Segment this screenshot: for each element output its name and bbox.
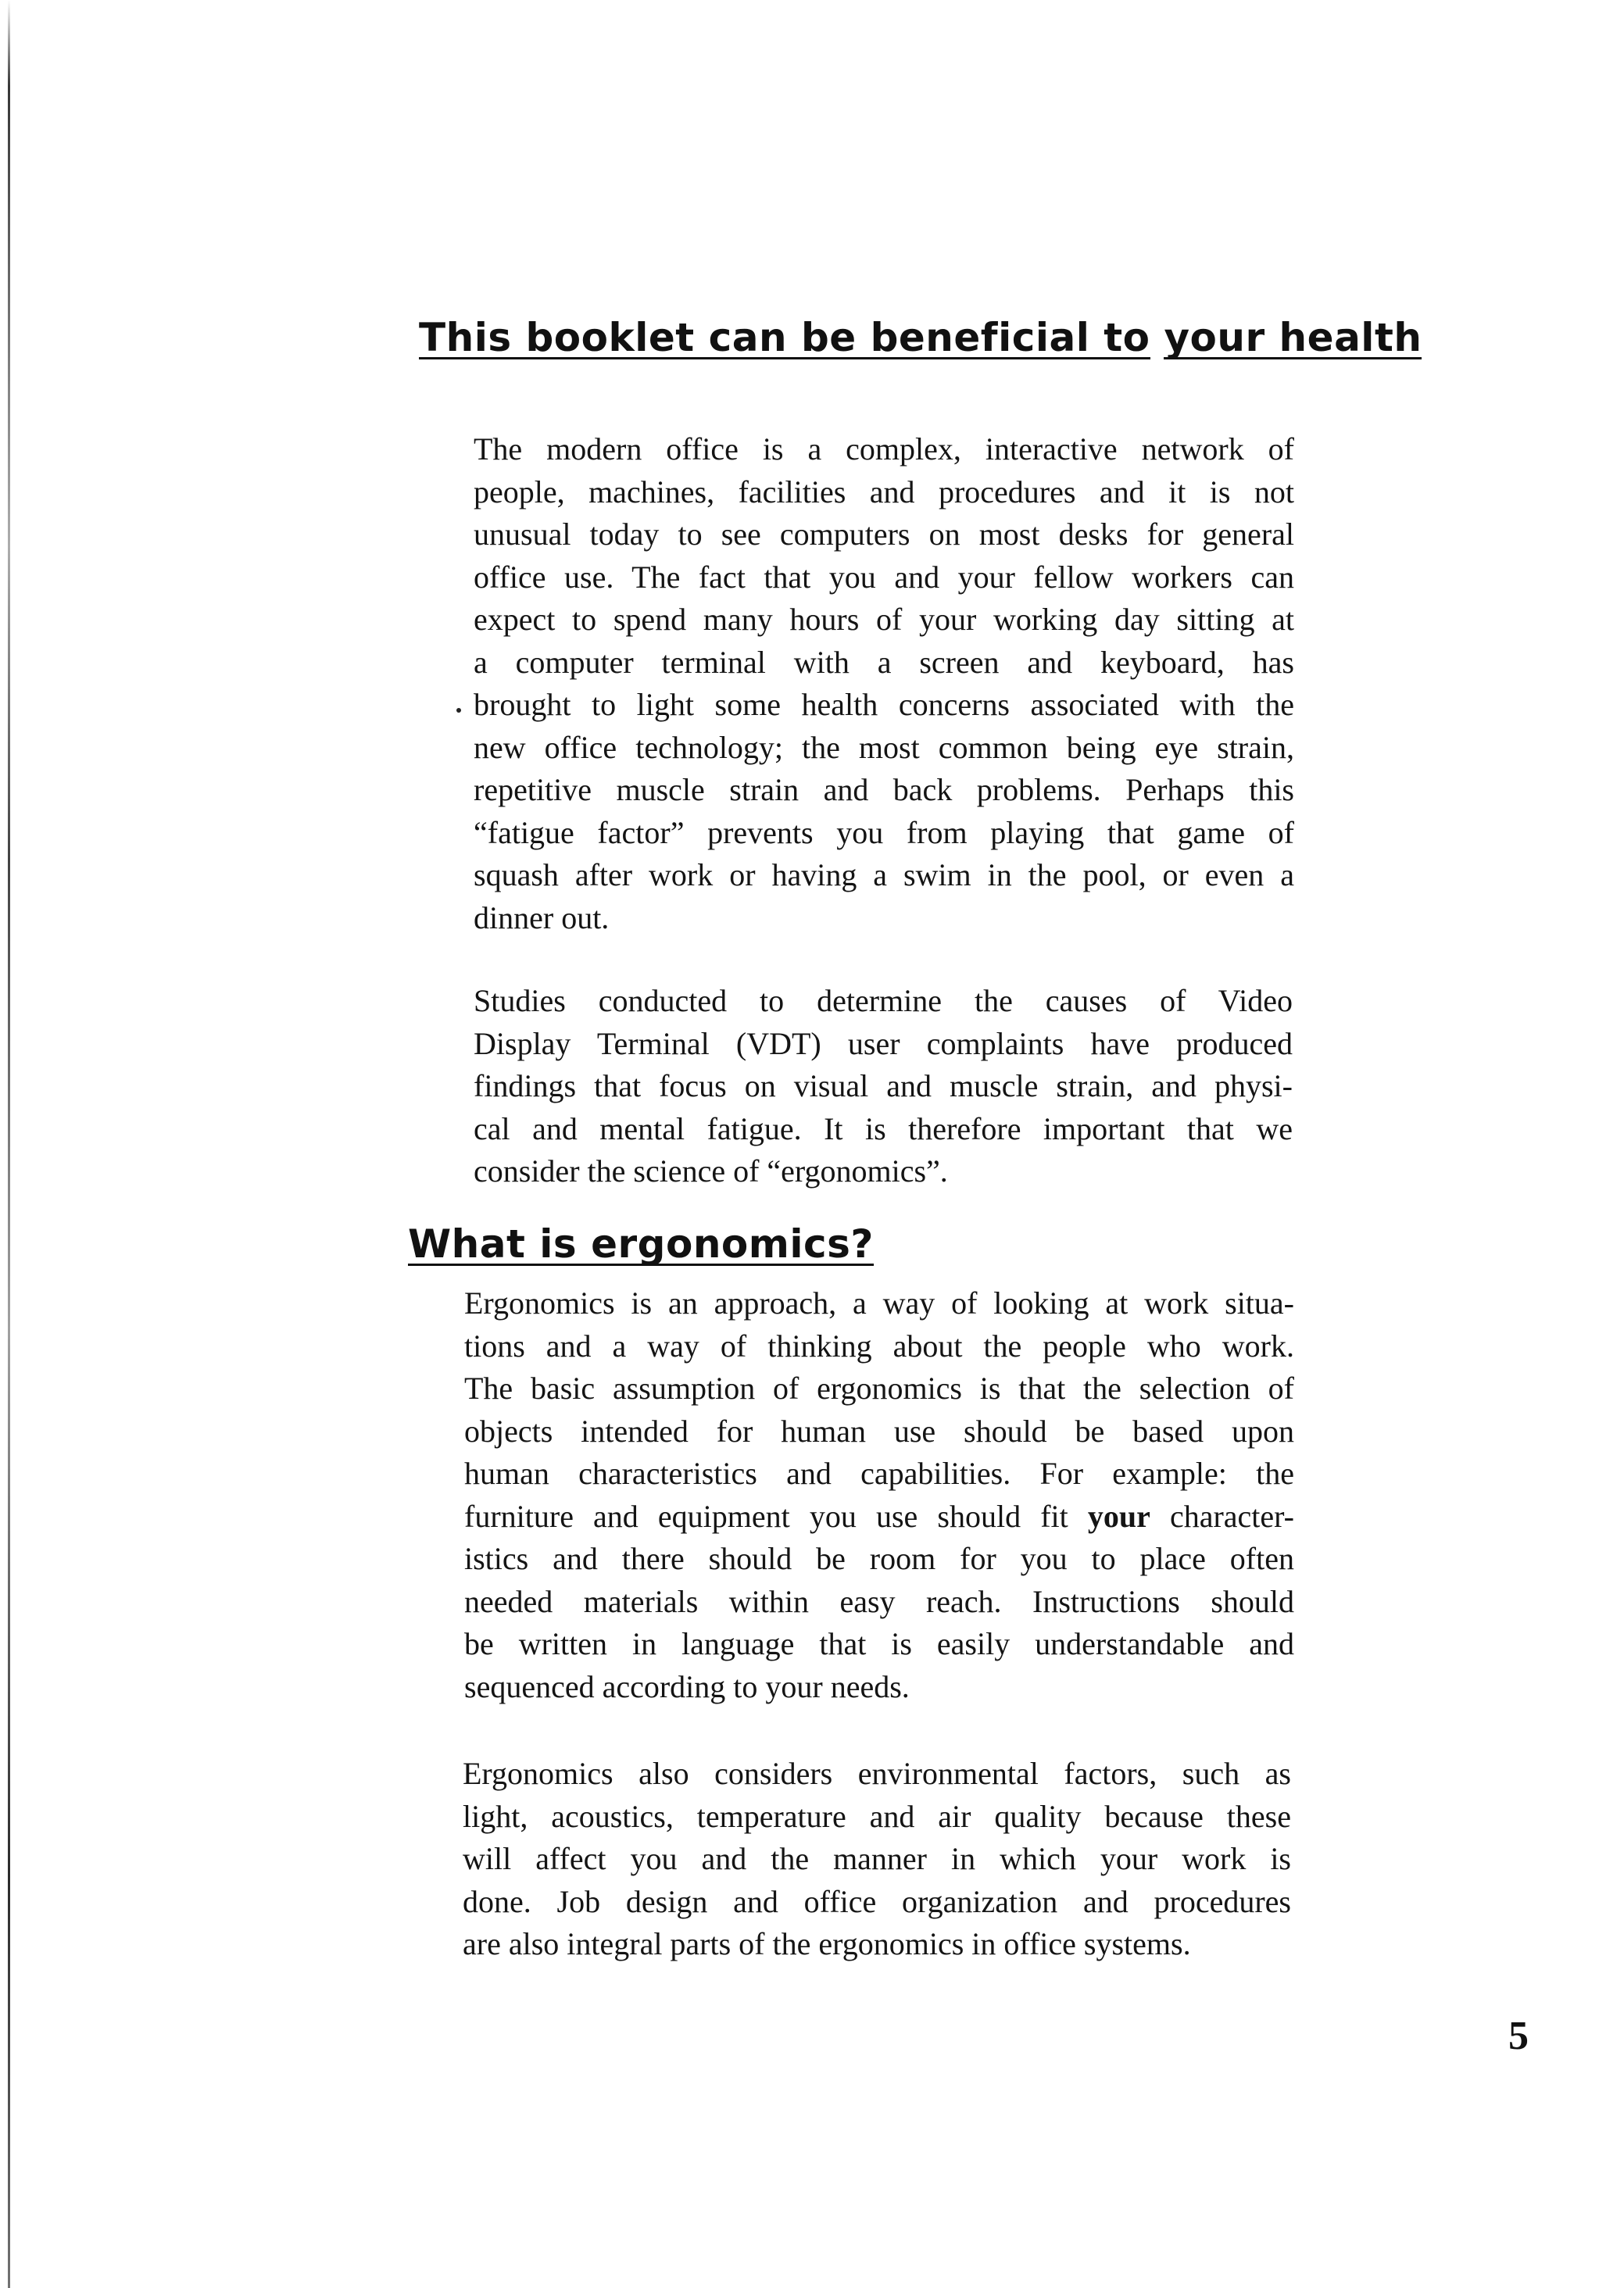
text-line: be written in language that is easily understandable and: [464, 1626, 1294, 1661]
text-line: dinner out.: [474, 899, 610, 935]
text-line: Display Terminal (VDT) user complaints have produced: [474, 1025, 1293, 1061]
paragraph-studies: [474, 980, 1293, 1193]
text-line: will affect you and the manner in which your work is: [463, 1841, 1291, 1876]
text-line: unusual today to see computers on most desks for general: [474, 517, 1294, 552]
text-line: brought to light some health concerns associated with the: [474, 687, 1294, 722]
text-line: people, machines, facilities and procedures and it is not: [474, 474, 1294, 509]
text-line: Studies conducted to determine the causes of Video: [474, 983, 1293, 1018]
text-fragment: character-: [1150, 1498, 1294, 1534]
text-line: new office technology; the most common being eye strain,: [474, 729, 1294, 765]
text-line: repetitive muscle strain and back problems. Perhaps this: [474, 772, 1294, 807]
emphasized-word: your: [1087, 1498, 1150, 1534]
text-line: done. Job design and office organization and procedures: [463, 1883, 1291, 1919]
text-line: needed materials within easy reach. Instructions should: [464, 1583, 1294, 1619]
text-line: office use. The fact that you and your fellow workers can: [474, 559, 1294, 595]
scan-edge-line: [8, 0, 10, 2288]
page-number: 5: [1508, 2014, 1529, 2058]
paragraph-environmental-factors: [463, 1753, 1291, 1966]
text-line: a computer terminal with a screen and keyboard, has: [474, 644, 1294, 680]
text-line: human characteristics and capabilities. For example: the: [464, 1456, 1294, 1491]
section-heading-booklet: [419, 315, 1422, 360]
text-line: objects intended for human use should be based upon: [464, 1413, 1294, 1449]
paragraph-modern-office: [474, 428, 1294, 939]
text-line: tions and a way of thinking about the people who work.: [464, 1328, 1294, 1364]
text-line: istics and there should be room for you to place often: [464, 1541, 1294, 1576]
text-fragment: furniture and equipment you use should fit: [464, 1498, 1088, 1534]
paragraph-ergonomics-approach: [464, 1282, 1294, 1708]
text-line: The modern office is a complex, interactive network of: [474, 431, 1294, 467]
text-line: The basic assumption of ergonomics is that the selection of: [464, 1371, 1294, 1406]
text-line: cal and mental fatigue. It is therefore important that we: [474, 1110, 1293, 1146]
text-line: “fatigue factor” prevents you from playing that game of: [474, 814, 1294, 850]
text-line: light, acoustics, temperature and air quality because these: [463, 1798, 1291, 1834]
text-line: are also integral parts of the ergonomics in office systems.: [463, 1926, 1191, 1961]
heading-line-1: This booklet can be beneficial to: [419, 315, 1150, 360]
text-line: consider the science of “ergonomics”.: [474, 1153, 948, 1189]
text-line: expect to spend many hours of your working day sitting at: [474, 602, 1294, 637]
text-line: sequenced according to your needs.: [464, 1668, 910, 1704]
stray-mark: [456, 708, 461, 713]
section-heading-ergonomics: [408, 1221, 874, 1267]
text-line: findings that focus on visual and muscle strain, and physi-: [474, 1068, 1293, 1103]
text-line: squash after work or having a swim in the pool, or even a: [474, 857, 1294, 892]
heading-line-2: your health: [1164, 315, 1422, 360]
heading-text: What is ergonomics?: [408, 1221, 874, 1267]
text-line: Ergonomics is an approach, a way of looking at work situa-: [464, 1285, 1294, 1321]
text-line: Ergonomics also considers environmental factors, such as: [463, 1756, 1291, 1791]
text-line-with-emphasis: [464, 1496, 1294, 1539]
